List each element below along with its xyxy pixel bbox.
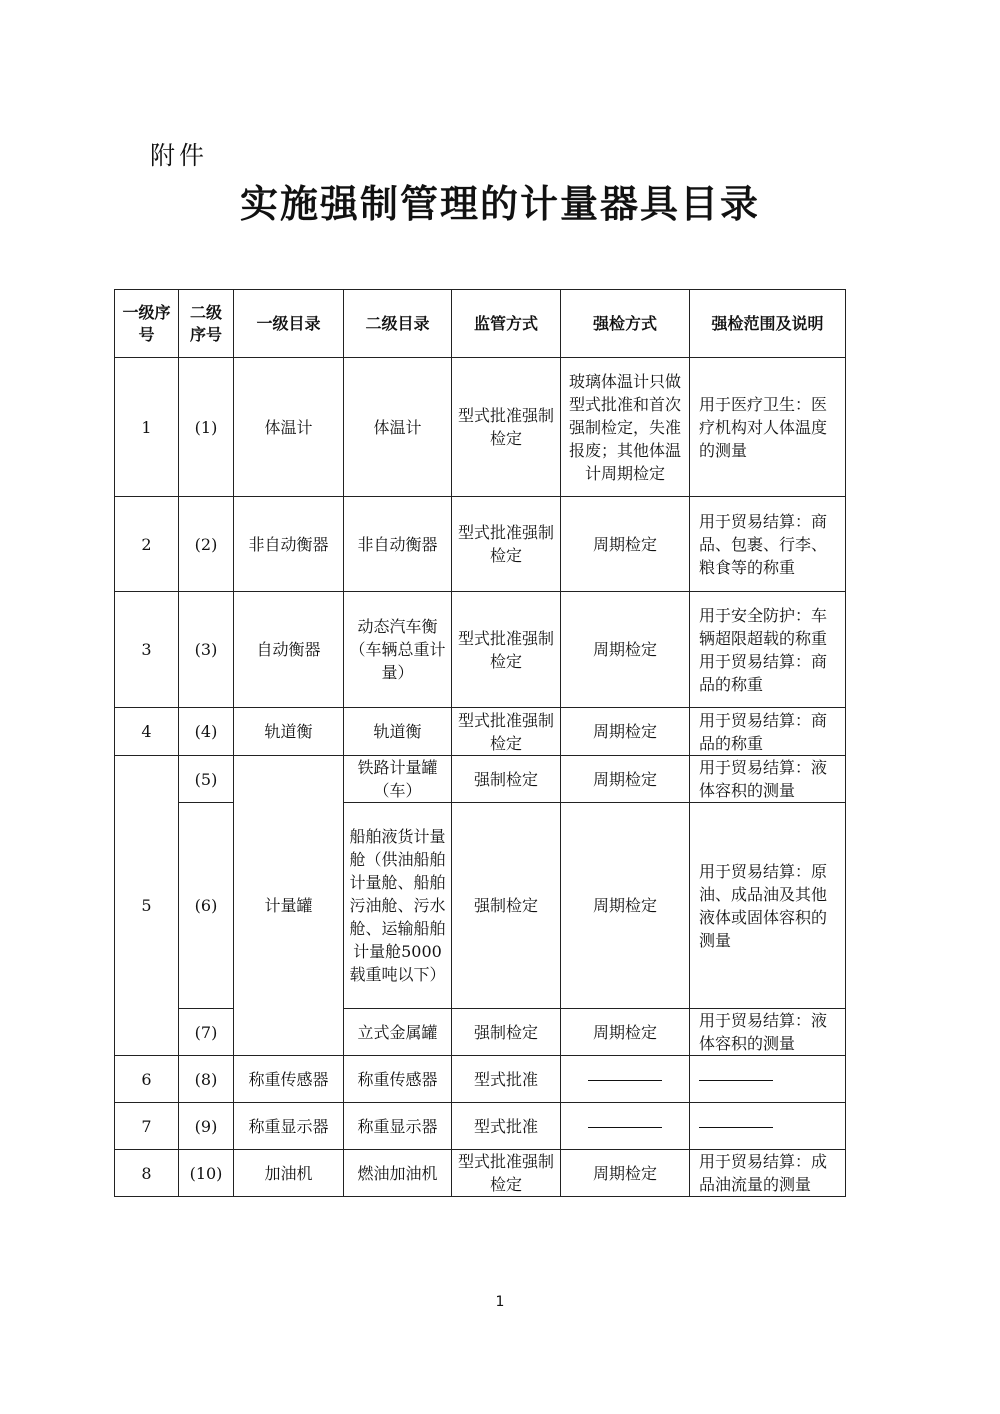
inspection-cell: 周期检定 (561, 592, 690, 708)
level1-catalog-cell: 自动衡器 (234, 592, 344, 708)
header-supervision: 监管方式 (452, 290, 561, 358)
level2-catalog-cell: 体温计 (344, 358, 452, 497)
page-number: 1 (495, 1294, 505, 1310)
scope-cell: 用于贸易结算：液体容积的测量 (690, 756, 846, 803)
level2-catalog-cell: 铁路计量罐（车） (344, 756, 452, 803)
inspection-cell: 周期检定 (561, 756, 690, 803)
level2-catalog-cell: 动态汽车衡（车辆总重计量） (344, 592, 452, 708)
scope-cell: 用于贸易结算：商品的称重 (690, 708, 846, 756)
level1-catalog-cell: 轨道衡 (234, 708, 344, 756)
inspection-cell: 周期检定 (561, 708, 690, 756)
scope-cell: 用于医疗卫生：医疗机构对人体温度的测量 (690, 358, 846, 497)
scope-cell: 用于安全防护：车辆超限超载的称重 用于贸易结算：商品的称重 (690, 592, 846, 708)
level2-no-cell: (3) (179, 592, 234, 708)
supervision-cell: 强制检定 (452, 803, 561, 1009)
catalog-table (114, 289, 846, 1197)
supervision-cell: 型式批准强制检定 (452, 708, 561, 756)
level2-catalog-cell: 船舶液货计量舱（供油船舶计量舱、船舶污油舱、污水舱、运输船舶计量舱5000载重吨以下） (344, 803, 452, 1009)
supervision-cell: 型式批准强制检定 (452, 497, 561, 592)
level2-no-cell: (6) (179, 803, 234, 1009)
level2-catalog-cell: 称重传感器 (344, 1056, 452, 1103)
inspection-cell (561, 1056, 690, 1103)
empty-dash (588, 1127, 662, 1128)
level1-catalog-cell: 体温计 (234, 358, 344, 497)
level2-no-cell: (9) (179, 1103, 234, 1150)
table-row (115, 1009, 846, 1056)
level2-catalog-cell: 非自动衡器 (344, 497, 452, 592)
level2-no-cell: (1) (179, 358, 234, 497)
header-level2-no: 二级序号 (179, 290, 234, 358)
empty-dash (699, 1080, 773, 1081)
supervision-cell: 型式批准强制检定 (452, 1150, 561, 1197)
level1-no-cell: 6 (115, 1056, 179, 1103)
level2-no-cell: (4) (179, 708, 234, 756)
header-level2-catalog: 二级目录 (344, 290, 452, 358)
scope-cell: 用于贸易结算：液体容积的测量 (690, 1009, 846, 1056)
level1-no-cell: 3 (115, 592, 179, 708)
table-header-row (115, 290, 846, 358)
level2-no-cell: (10) (179, 1150, 234, 1197)
scope-cell (690, 1103, 846, 1150)
level2-no-cell: (8) (179, 1056, 234, 1103)
attachment-label: 附件 (150, 141, 209, 170)
inspection-cell (561, 1103, 690, 1150)
level1-no-cell: 5 (115, 756, 179, 1056)
level1-no-cell: 1 (115, 358, 179, 497)
table-row (115, 756, 846, 803)
level1-no-cell: 2 (115, 497, 179, 592)
scope-cell: 用于贸易结算：商品、包裹、行李、粮食等的称重 (690, 497, 846, 592)
table-row (115, 592, 846, 708)
inspection-cell: 周期检定 (561, 1150, 690, 1197)
supervision-cell: 型式批准 (452, 1056, 561, 1103)
level1-catalog-cell: 非自动衡器 (234, 497, 344, 592)
table-row (115, 1056, 846, 1103)
empty-dash (588, 1080, 662, 1081)
level1-catalog-cell: 称重传感器 (234, 1056, 344, 1103)
scope-cell: 用于贸易结算：原油、成品油及其他液体或固体容积的测量 (690, 803, 846, 1009)
table-row (115, 497, 846, 592)
inspection-cell: 周期检定 (561, 497, 690, 592)
level1-no-cell: 8 (115, 1150, 179, 1197)
level2-no-cell: (2) (179, 497, 234, 592)
header-level1-catalog: 一级目录 (234, 290, 344, 358)
level2-no-cell: (5) (179, 756, 234, 803)
scope-cell: 用于贸易结算：成品油流量的测量 (690, 1150, 846, 1197)
level2-catalog-cell: 轨道衡 (344, 708, 452, 756)
level2-catalog-cell: 燃油加油机 (344, 1150, 452, 1197)
supervision-cell: 强制检定 (452, 756, 561, 803)
table-row (115, 1150, 846, 1197)
level2-catalog-cell: 称重显示器 (344, 1103, 452, 1150)
document-title: 实施强制管理的计量器具目录 (239, 182, 760, 226)
level1-catalog-cell: 称重显示器 (234, 1103, 344, 1150)
level1-catalog-cell: 计量罐 (234, 756, 344, 1056)
inspection-cell: 周期检定 (561, 1009, 690, 1056)
supervision-cell: 型式批准强制检定 (452, 592, 561, 708)
inspection-cell: 玻璃体温计只做型式批准和首次强制检定，失准报废；其他体温计周期检定 (561, 358, 690, 497)
header-inspection: 强检方式 (561, 290, 690, 358)
scope-cell (690, 1056, 846, 1103)
header-scope: 强检范围及说明 (690, 290, 846, 358)
level1-catalog-cell: 加油机 (234, 1150, 344, 1197)
table-row (115, 358, 846, 497)
level2-catalog-cell: 立式金属罐 (344, 1009, 452, 1056)
level1-no-cell: 7 (115, 1103, 179, 1150)
empty-dash (699, 1127, 773, 1128)
supervision-cell: 型式批准强制检定 (452, 358, 561, 497)
catalog-table-body (115, 358, 846, 1197)
table-row (115, 803, 846, 1009)
table-row (115, 708, 846, 756)
supervision-cell: 型式批准 (452, 1103, 561, 1150)
level2-no-cell: (7) (179, 1009, 234, 1056)
supervision-cell: 强制检定 (452, 1009, 561, 1056)
inspection-cell: 周期检定 (561, 803, 690, 1009)
header-level1-no: 一级序号 (115, 290, 179, 358)
level1-no-cell: 4 (115, 708, 179, 756)
table-row (115, 1103, 846, 1150)
